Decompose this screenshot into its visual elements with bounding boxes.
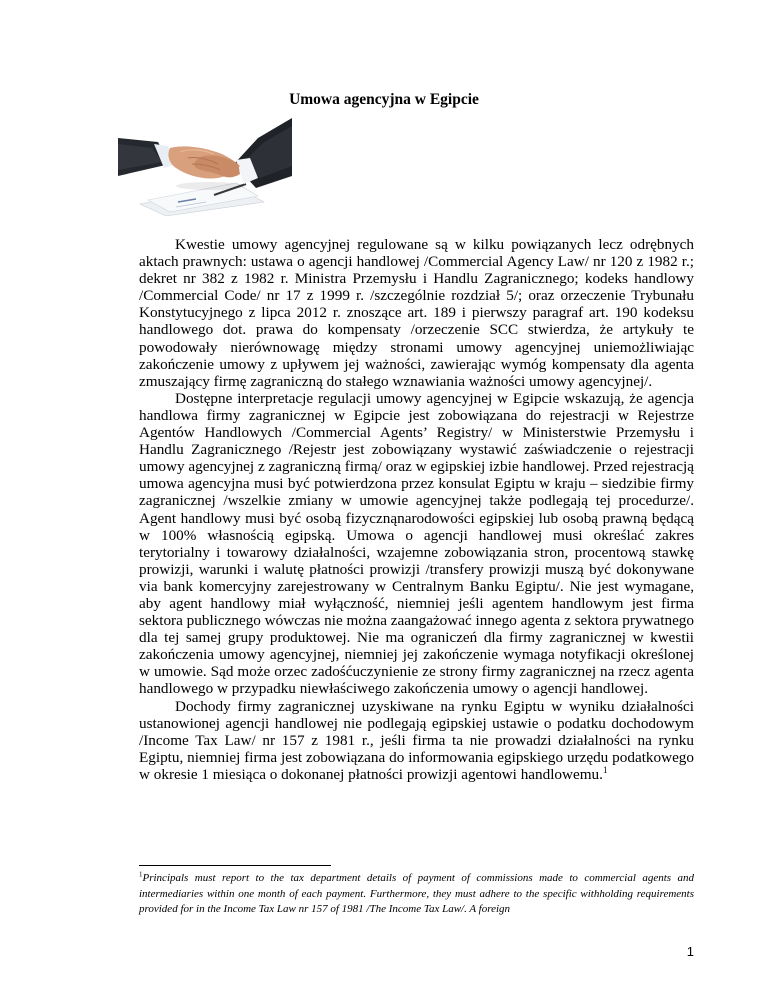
paragraph-1: Kwestie umowy agencyjnej regulowane są w kilku powiązanych lecz odrębnych aktach prawnych: ustawa o agencji handlowej /Commercial Agency Law/ nr 120 z 1982 r.; dekret nr 382 z 1982 r. Ministra Przemysłu i Handlu Zagranicznego; kodeks handlowy /Commercial Code/ nr 17 z 1999 r. /szczególnie rozdział 5/; oraz orzeczenie Trybunału Konstytucyjnego z lipca 2012 r. znoszące art. 189 i pierwszy paragraf art. 190 kodeksu handlowego dot. prawa do kompensaty /orzeczenie SCC stwierdza, że artykuły te powodowały nierównowagę między stronami umowy agencyjnej uniemożliwiając zakończenie umowy z upływem jej ważności, zawierając wymóg kompensaty dla agenta zmuszający firmę zagraniczną do stałego wznawiania ważności umowy agencyjnej/. [139,236,694,390]
footnote-separator [139,865,331,866]
paragraph-2: Dostępne interpretacje regulacji umowy agencyjnej w Egipcie wskazują, że agencja handlowa firmy zagranicznej w Egipcie jest zobowiązana do rejestracji w Rejestrze Agentów Handlowych /Commercial Agents’ Registry/ w Ministerstwie Przemysłu i Handlu Zagranicznego /Rejestr jest zobowiązany wystawić zaświadczenie o rejestracji umowy agencyjnej z zagraniczną firmą/ oraz w egipskiej izbie handlowej. Przed rejestracją umowa agencyjna musi być potwierdzona przez konsulat Egiptu w kraju – siedzibie firmy zagranicznej /wszelkie zmiany w umowie agencyjnej także podlegają tej procedurze/. Agent handlowy musi być osobą fizycznąnarodowości egipskiej lub osobą prawną będącą w 100% własnością egipską. Umowa o agencji handlowej musi określać zakres terytorialny i towarowy działalności, wzajemne zobowiązania stron, procentową stawkę prowizji, warunki i walutę płatności prowizji /transfery prowizji muszą być dokonywane via bank komercyjny zarejestrowany w Centralnym Banku Egiptu/. Nie jest wymagane, aby agent handlowy miał wyłączność, niemniej jeśli agentem handlowym jest firma sektora publicznego wówczas nie można zaangażować innego agenta z sektora prywatnego dla tej samej grupy produktowej. Nie ma ograniczeń dla firmy zagranicznej w kwestii zakończenia umowy agencyjnej, niemniej jej zakończenie wymaga notyfikacji określonej w umowie. Sąd może orzec zadośćuczynienie ze strony firmy zagranicznej na rzecz agenta handlowego w przypadku niewłaściwego zakończenia umowy o agencji handlowej. [139,389,694,698]
handshake-icon [118,118,292,216]
page-number: 1 [686,944,694,959]
paragraph-3-text: Dochody firmy zagranicznej uzyskiwane na rynku Egiptu w wyniku działalności ustanowionej agencji handlowej nie podlegają egipskiej ustawie o podatku dochodowym /Income Tax Law/ nr 157 z 1981 r., jeśli firma ta nie prowadzi działalności na rynku Egiptu, niemniej firma jest zobowiązana do informowania egipskiego urzędu podatkowego w okresie 1 miesiąca o dokonanej płatności prowizji agentowi handlowemu. [139,697,694,783]
footnote-marker: 1 [139,870,143,879]
document-body [139,236,694,783]
footnote [139,871,694,918]
handshake-image [118,118,292,216]
document-title: Umowa agencyjna w Egipcie [289,91,479,108]
footnote-reference[interactable]: 1 [602,764,608,775]
paragraph-3 [139,698,694,783]
footnote-text: Principals must report to the tax department details of payment of commissions made to commercial agents and intermediaries within one month of each payment. Furthermore, they must adhere to the specific withholding requirements provided for in the Income Tax Law nr 157 of 1981 /The Income Tax Law/. A foreign [139,872,694,915]
